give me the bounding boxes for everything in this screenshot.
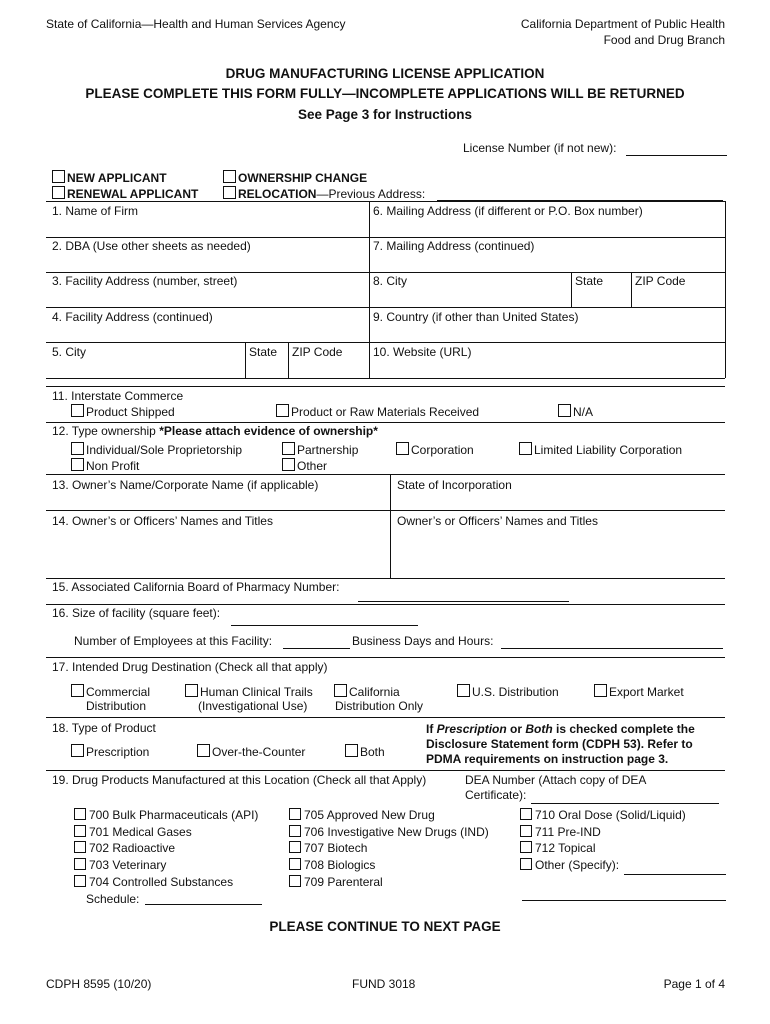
both-checkbox[interactable]: [345, 744, 358, 757]
code-711-option[interactable]: 711 Pre-IND: [520, 825, 601, 839]
code-712-option[interactable]: 712 Topical: [520, 841, 596, 855]
business-hours-label: Business Days and Hours:: [352, 634, 494, 648]
relocation-checkbox[interactable]: [223, 186, 236, 199]
employees-label: Number of Employees at this Facility:: [74, 634, 273, 648]
mailing-zip-field[interactable]: ZIP Code: [635, 274, 686, 288]
ownership-change-checkbox[interactable]: [223, 170, 236, 183]
form-title: DRUG MANUFACTURING LICENSE APPLICATION: [225, 66, 545, 81]
code-708-option[interactable]: 708 Biologics: [289, 858, 375, 872]
department-header: California Department of Public Health: [520, 17, 725, 31]
fund-number: FUND 3018: [352, 977, 416, 991]
license-number-field[interactable]: [626, 155, 727, 156]
other-ownership-option[interactable]: Other: [282, 458, 327, 473]
code-702-checkbox[interactable]: [74, 841, 86, 853]
sole-proprietorship-option[interactable]: Individual/Sole Proprietorship: [71, 442, 242, 457]
branch-header: Food and Drug Branch: [603, 33, 725, 47]
other-specify-field-line2[interactable]: [522, 900, 726, 901]
both-option[interactable]: Both: [345, 744, 385, 759]
code-702-option[interactable]: 702 Radioactive: [74, 841, 175, 855]
code-703-checkbox[interactable]: [74, 858, 86, 870]
mailing-address-continued-field[interactable]: 7. Mailing Address (continued): [373, 239, 535, 253]
new-applicant-option[interactable]: NEW APPLICANT: [52, 170, 167, 185]
llc-checkbox[interactable]: [519, 442, 532, 455]
prescription-checkbox[interactable]: [71, 744, 84, 757]
commercial-checkbox[interactable]: [71, 684, 84, 697]
commercial-option-line2: Distribution: [86, 699, 147, 713]
commercial-option[interactable]: Commercial: [71, 684, 150, 699]
pharmacy-board-number-label: 15. Associated California Board of Pharmacy Number:: [52, 580, 340, 594]
code-706-checkbox[interactable]: [289, 825, 301, 837]
code-700-checkbox[interactable]: [74, 808, 86, 820]
product-shipped-option[interactable]: Product Shipped: [71, 404, 175, 419]
disclosure-note: If Prescription or Both is checked complete the: [426, 722, 695, 736]
materials-received-option[interactable]: Product or Raw Materials Received: [276, 404, 479, 419]
country-field[interactable]: 9. Country (if other than United States): [373, 310, 579, 324]
facility-address-field[interactable]: 3. Facility Address (number, street): [52, 274, 238, 288]
facility-city-field[interactable]: 5. City: [52, 345, 87, 359]
employees-field[interactable]: [283, 648, 350, 649]
page-number: Page 1 of 4: [663, 977, 725, 991]
code-704-checkbox[interactable]: [74, 875, 86, 887]
code-710-checkbox[interactable]: [520, 808, 532, 820]
clinical-trials-checkbox[interactable]: [185, 684, 198, 697]
code-701-checkbox[interactable]: [74, 825, 86, 837]
other-specify-field[interactable]: [624, 874, 726, 875]
export-market-option[interactable]: Export Market: [594, 684, 684, 699]
owner-name-field[interactable]: 13. Owner’s Name/Corporate Name (if applicable): [52, 478, 319, 492]
corporation-checkbox[interactable]: [396, 442, 409, 455]
firm-name-field[interactable]: 1. Name of Firm: [52, 204, 139, 218]
corporation-option[interactable]: Corporation: [396, 442, 474, 457]
code-712-checkbox[interactable]: [520, 841, 532, 853]
product-shipped-checkbox[interactable]: [71, 404, 84, 417]
dea-number-label: DEA Number (Attach copy of DEA: [465, 773, 647, 787]
other-ownership-checkbox[interactable]: [282, 458, 295, 471]
code-706-option[interactable]: 706 Investigative New Drugs (IND): [289, 825, 489, 839]
code-703-option[interactable]: 703 Veterinary: [74, 858, 166, 872]
dea-number-label-line2: Certificate):: [465, 788, 527, 802]
partnership-option[interactable]: Partnership: [282, 442, 358, 457]
interstate-na-checkbox[interactable]: [558, 404, 571, 417]
code-707-checkbox[interactable]: [289, 841, 301, 853]
relocation-option[interactable]: RELOCATION—Previous Address:: [223, 186, 425, 201]
code-701-option[interactable]: 701 Medical Gases: [74, 825, 192, 839]
mailing-state-field[interactable]: State: [575, 274, 604, 288]
otc-checkbox[interactable]: [197, 744, 210, 757]
code-704-option[interactable]: 704 Controlled Substances: [74, 875, 233, 889]
ownership-type-label: 12. Type ownership *Please attach evidence of ownership*: [52, 424, 378, 438]
license-number-label: License Number (if not new):: [463, 141, 617, 155]
code-707-option[interactable]: 707 Biotech: [289, 841, 367, 855]
facility-zip-field[interactable]: ZIP Code: [292, 345, 343, 359]
facility-state-field[interactable]: State: [249, 345, 278, 359]
officers-names-field[interactable]: 14. Owner’s or Officers’ Names and Titles: [52, 514, 273, 528]
drug-destination-label: 17. Intended Drug Destination (Check all that apply): [52, 660, 328, 674]
code-710-option[interactable]: 710 Oral Dose (Solid/Liquid): [520, 808, 686, 822]
non-profit-option[interactable]: Non Profit: [71, 458, 139, 473]
product-type-label: 18. Type of Product: [52, 721, 156, 735]
new-applicant-checkbox[interactable]: [52, 170, 65, 183]
website-field[interactable]: 10. Website (URL): [373, 345, 472, 359]
california-distribution-option[interactable]: California: [334, 684, 400, 699]
code-709-option[interactable]: 709 Parenteral: [289, 875, 383, 889]
state-of-incorporation-field[interactable]: State of Incorporation: [397, 478, 512, 492]
partnership-checkbox[interactable]: [282, 442, 295, 455]
code-705-option[interactable]: 705 Approved New Drug: [289, 808, 435, 822]
dea-number-field[interactable]: [531, 803, 719, 804]
interstate-na-option[interactable]: N/A: [558, 404, 593, 419]
code-700-option[interactable]: 700 Bulk Pharmaceuticals (API): [74, 808, 258, 822]
disclosure-note-line3: PDMA requirements on instruction page 3.: [426, 752, 669, 766]
california-distribution-checkbox[interactable]: [334, 684, 347, 697]
facility-size-label: 16. Size of facility (square feet):: [52, 606, 221, 620]
schedule-field[interactable]: [145, 904, 262, 905]
export-market-checkbox[interactable]: [594, 684, 607, 697]
sole-proprietorship-checkbox[interactable]: [71, 442, 84, 455]
pharmacy-board-number-field[interactable]: [358, 601, 569, 602]
renewal-applicant-checkbox[interactable]: [52, 186, 65, 199]
agency-header: State of California—Health and Human Services Agency: [46, 17, 346, 31]
code-709-checkbox[interactable]: [289, 875, 301, 887]
code-705-checkbox[interactable]: [289, 808, 301, 820]
non-profit-checkbox[interactable]: [71, 458, 84, 471]
drug-products-label: 19. Drug Products Manufactured at this Location (Check all that Apply): [52, 773, 427, 787]
renewal-applicant-option[interactable]: RENEWAL APPLICANT: [52, 186, 198, 201]
ownership-change-option[interactable]: OWNERSHIP CHANGE: [223, 170, 367, 185]
mailing-city-field[interactable]: 8. City: [373, 274, 408, 288]
business-hours-field[interactable]: [501, 648, 723, 649]
us-distribution-checkbox[interactable]: [457, 684, 470, 697]
clinical-trials-option-line2: (Investigational Use): [198, 699, 308, 713]
mailing-address-field[interactable]: 6. Mailing Address (if different or P.O. Box number): [373, 204, 643, 218]
schedule-label: Schedule:: [86, 892, 140, 906]
california-distribution-option-line2: Distribution Only: [335, 699, 424, 713]
code-711-checkbox[interactable]: [520, 825, 532, 837]
other-specify-checkbox[interactable]: [520, 858, 532, 870]
llc-option[interactable]: Limited Liability Corporation: [519, 442, 682, 457]
disclosure-note-line2: Disclosure Statement form (CDPH 53). Refer to: [426, 737, 693, 751]
prescription-option[interactable]: Prescription: [71, 744, 149, 759]
facility-address-continued-field[interactable]: 4. Facility Address (continued): [52, 310, 213, 324]
us-distribution-option[interactable]: U.S. Distribution: [457, 684, 559, 699]
clinical-trials-option[interactable]: Human Clinical Trails: [185, 684, 313, 699]
interstate-commerce-label: 11. Interstate Commerce: [52, 389, 184, 403]
instructions-note: See Page 3 for Instructions: [297, 107, 473, 122]
materials-received-checkbox[interactable]: [276, 404, 289, 417]
continue-notice: PLEASE CONTINUE TO NEXT PAGE: [269, 919, 501, 934]
facility-size-field[interactable]: [231, 625, 418, 626]
dba-field[interactable]: 2. DBA (Use other sheets as needed): [52, 239, 251, 253]
otc-option[interactable]: Over-the-Counter: [197, 744, 305, 759]
other-specify-option[interactable]: Other (Specify):: [520, 858, 619, 872]
officers-names-field-right[interactable]: Owner’s or Officers’ Names and Titles: [397, 514, 598, 528]
form-number: CDPH 8595 (10/20): [46, 977, 152, 991]
code-708-checkbox[interactable]: [289, 858, 301, 870]
form-subtitle: PLEASE COMPLETE THIS FORM FULLY—INCOMPLETE APPLICATIONS WILL BE RETURNED: [85, 86, 685, 101]
